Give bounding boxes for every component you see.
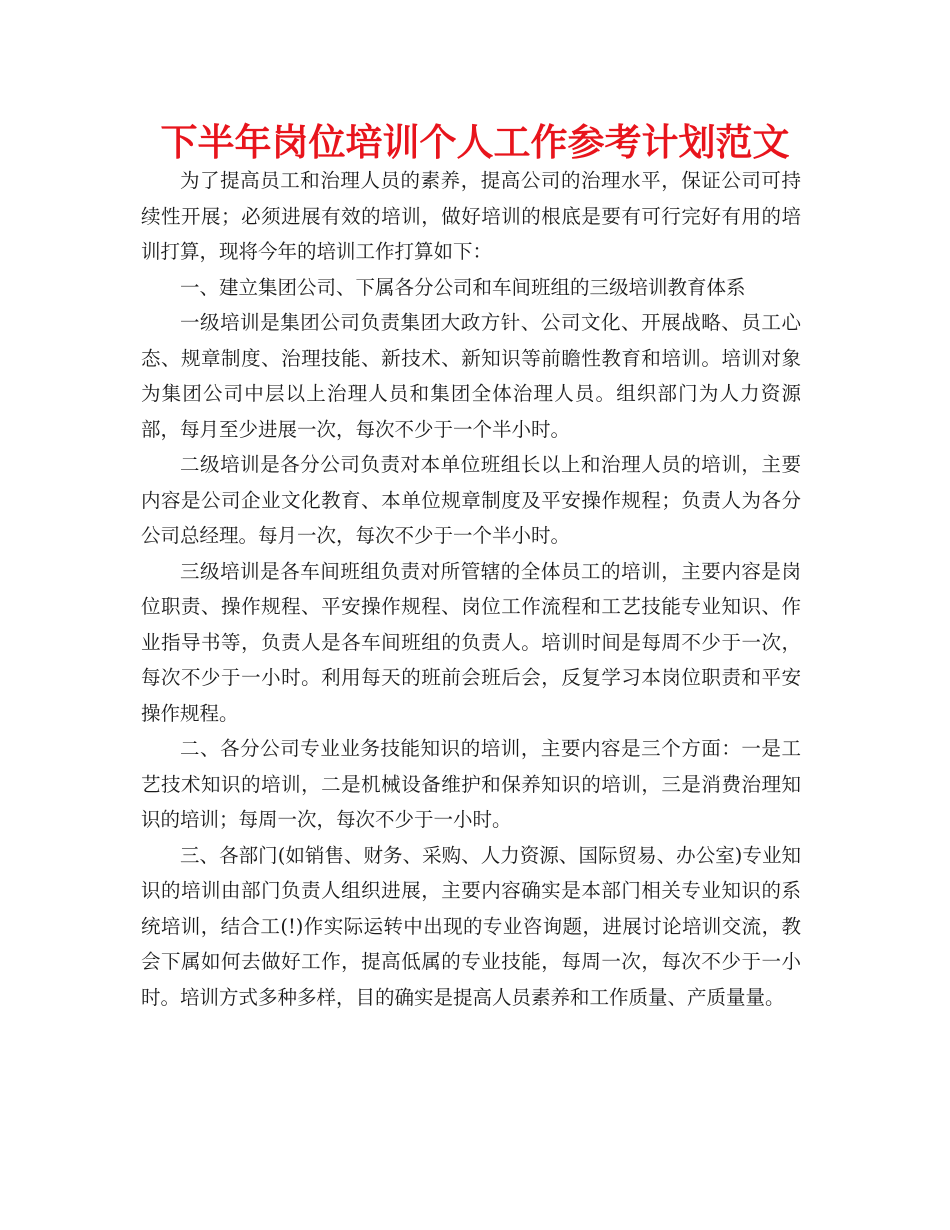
paragraph-level-3-training: 三级培训是各车间班组负责对所管辖的全体员工的培训，主要内容是岗位职责、操作规程、平安操作规程、岗位工作流程和工艺技能专业知识、作业指导书等，负责人是各车间班组的负责人。培训时间是每周不少于一次，每次不少于一小时。利用每天的班前会班后会，反复学习本岗位职责和平安操作规程。	[141, 559, 801, 725]
document-body	[141, 163, 801, 1015]
paragraph-intro: 为了提高员工和治理人员的素养，提高公司的治理水平，保证公司可持续性开展；必须进展有效的培训，做好培训的根底是要有可行完好有用的培训打算，现将今年的培训工作打算如下：	[141, 169, 801, 263]
paragraph-level-2-training: 二级培训是各分公司负责对本单位班组长以上和治理人员的培训，主要内容是公司企业文化教育、本单位规章制度及平安操作规程；负责人为各分公司总经理。每月一次，每次不少于一个半小时。	[141, 453, 801, 547]
paragraph-section-3: 三、各部门(如销售、财务、采购、人力资源、国际贸易、办公室)专业知识的培训由部门负责人组织进展，主要内容确实是本部门相关专业知识的系统培训，结合工(!)作实际运转中出现的专业咨询题，进展讨论培训交流，教会下属如何去做好工作，提高低属的专业技能，每周一次，每次不少于一小时。培训方式多种多样，目的确实是提高人员素养和工作质量、产质量量。	[141, 843, 801, 1009]
document-title: 下半年岗位培训个人工作参考计划范文	[160, 121, 790, 164]
paragraph-level-1-training: 一级培训是集团公司负责集团大政方针、公司文化、开展战略、员工心态、规章制度、治理技能、新技术、新知识等前瞻性教育和培训。培训对象为集团公司中层以上治理人员和集团全体治理人员。组织部门为人力资源部，每月至少进展一次，每次不少于一个半小时。	[141, 311, 801, 441]
paragraph-section-2: 二、各分公司专业业务技能知识的培训，主要内容是三个方面：一是工艺技术知识的培训，二是机械设备维护和保养知识的培训，三是消费治理知识的培训；每周一次，每次不少于一小时。	[141, 737, 801, 831]
paragraph-section-1-heading: 一、建立集团公司、下属各分公司和车间班组的三级培训教育体系	[180, 275, 746, 299]
